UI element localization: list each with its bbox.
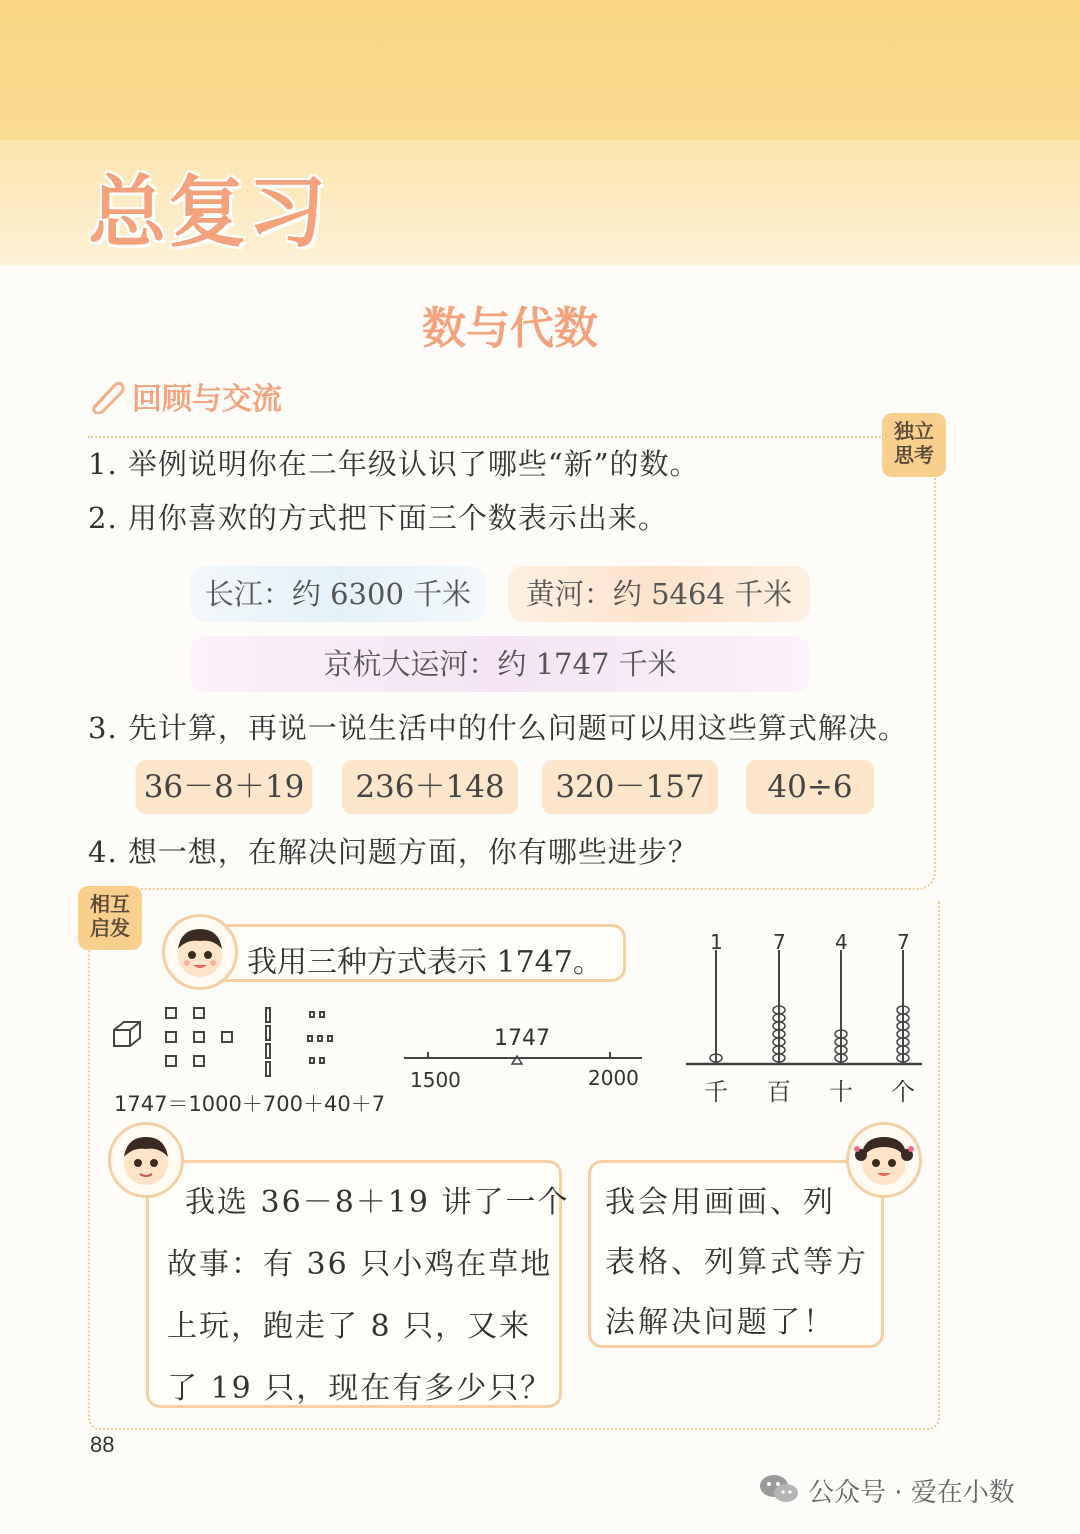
number-line-value-label: 1747 [494,1026,550,1051]
place-value-blocks [110,1002,360,1082]
speech-line-2: 表格、列算式等方 [605,1245,869,1280]
abacus-digit-hundreds: 7 [773,930,786,954]
abacus-place-thousands: 千 [704,1078,728,1106]
wechat-icon [758,1472,800,1506]
river-grand-canal: 京杭大运河：约 1747 千米 [190,636,810,692]
expression-1: 36－8＋19 [136,760,312,814]
speech-line-2: 故事：有 36 只小鸡在草地 [167,1247,553,1282]
tag-line-2: 思考 [894,443,934,467]
river-yellow: 黄河：约 5464 千米 [508,566,810,622]
watermark: 公众号 · 爱在小数 [808,1478,1015,1508]
speech-bubble-girl [588,1160,884,1348]
speech-line-3: 上玩，跑走了 8 只，又来 [167,1309,532,1344]
girl-avatar [846,1122,922,1198]
abacus-place-ones: 个 [891,1078,915,1106]
girl-face-icon [849,1125,919,1195]
tag-line-1: 相互 [90,892,130,916]
river-yangtze: 长江：约 6300 千米 [190,566,486,622]
section-title: 数与代数 [422,303,598,354]
subheading: 回顾与交流 [132,382,282,417]
header-band-strip [0,0,1080,140]
speech-line-1: 我会用画画、列 [605,1185,836,1220]
boy-face-icon [165,917,235,987]
abacus-place-hundreds: 百 [767,1078,791,1106]
speech-bubble-boy2 [146,1160,570,1408]
question-2: 2. 用你喜欢的方式把下面三个数表示出来。 [88,501,668,535]
expression-2: 236＋148 [342,760,518,814]
tag-line-2: 启发 [90,916,130,940]
speech-line-3: 法解决问题了！ [605,1305,836,1340]
expression-4: 40÷6 [746,760,874,814]
number-line-start-label: 1500 [410,1068,461,1092]
speech-text-boy1: 我用三种方式表示 1747。 [247,945,603,980]
speech-line-4: 了 19 只，现在有多少只？ [167,1371,553,1406]
question-3: 3. 先计算，再说一说生活中的什么问题可以用这些算式解决。 [88,711,908,745]
abacus-place-tens: 十 [829,1078,853,1106]
expression-3: 320－157 [542,760,718,814]
boy-face-icon [111,1125,181,1195]
abacus-digit-ones: 7 [897,930,910,954]
page-number: 88 [90,1432,115,1457]
tag-line-1: 独立 [894,419,934,443]
paperclip-icon [86,378,126,414]
question-1: 1. 举例说明你在二年级认识了哪些“新”的数。 [88,447,700,481]
speech-bubble-boy1 [200,924,626,982]
page-title: 总复习 [88,168,329,258]
question-4: 4. 想一想，在解决问题方面，你有哪些进步？ [88,835,698,869]
number-line-end-label: 2000 [588,1066,639,1090]
boy-avatar-2 [108,1122,184,1198]
abacus-digit-thousands: 1 [710,930,723,954]
tag-independent-thinking [882,413,946,477]
boy-avatar-1 [162,914,238,990]
abacus-digit-tens: 4 [835,930,848,954]
expanded-form-equation: 1747＝1000＋700＋40＋7 [114,1092,386,1116]
tag-mutual-inspiration [78,886,142,950]
speech-line-1: 我选 36－8＋19 讲了一个 [185,1185,570,1220]
